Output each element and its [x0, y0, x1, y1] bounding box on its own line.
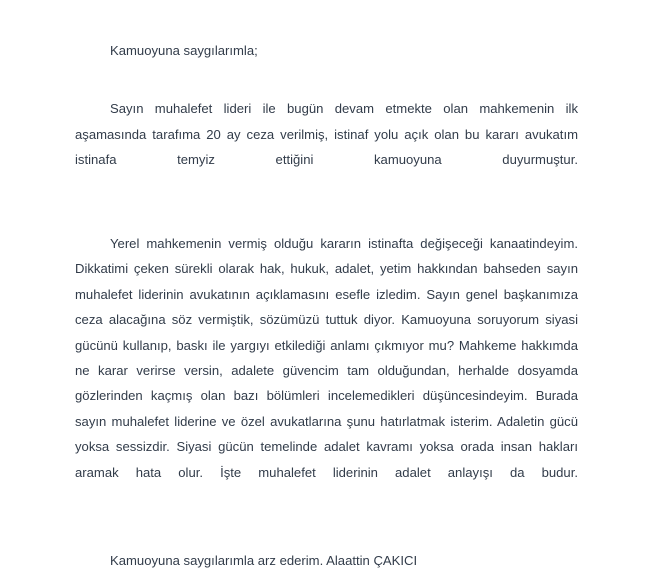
paragraph-main-statement: Yerel mahkemenin vermiş olduğu kararın istinafta değişeceği kanaatindeyim. Dikkatimi çeken sürekli olarak hak, hukuk, adalet, yetim hakkından bahseden sayın muhalefet liderinin avukatının açıklamasını esefle izledim. Sayın genel başkanımıza ceza alacağına söz vermiştik, sözümüzü tuttuk diyor. Kamuoyuna soruyorum siyasi gücünü kullanıp, baskı ile yargıyı etkilediği anlamı çıkmıyor mu? Mahkeme hakkımda ne karar verirse versin, adalete güvencim tam olduğundan, herhalde dosyamda gözlerinden kaçmış olan bazı bölümleri incelemedikleri düşüncesindeyim. Burada sayın muhalefet liderine ve özel avukatlarına şunu hatırlatmak isterim. Adaletin gücü yoksa sessizdir. Siyasi gücün temelinde adalet kavramı yoksa orada insan hakları aramak hata olur. İşte muhalefet liderinin adalet anlayışı da budur. — [75, 236, 578, 480]
paragraph-sentence-appeal: Sayın muhalefet lideri ile bugün devam etmekte olan mahkemenin ilk aşamasında tarafıma 20 ay ceza verilmiş, istinaf yolu açık olan bu kararı avukatım istinafa temyiz ettiğini kamuoyuna duyurmuştur. — [75, 101, 578, 168]
spacer-between-paragraphs — [75, 198, 578, 231]
greeting-line: Kamuoyuna saygılarımla; — [110, 43, 258, 58]
closing-signature-line: Kamuoyuna saygılarımla arz ederim. Alaattin ÇAKICI — [110, 552, 418, 568]
statement-text-block — [75, 38, 578, 573]
spacer-after-greeting — [75, 63, 578, 96]
spacer-before-closing — [75, 511, 578, 548]
